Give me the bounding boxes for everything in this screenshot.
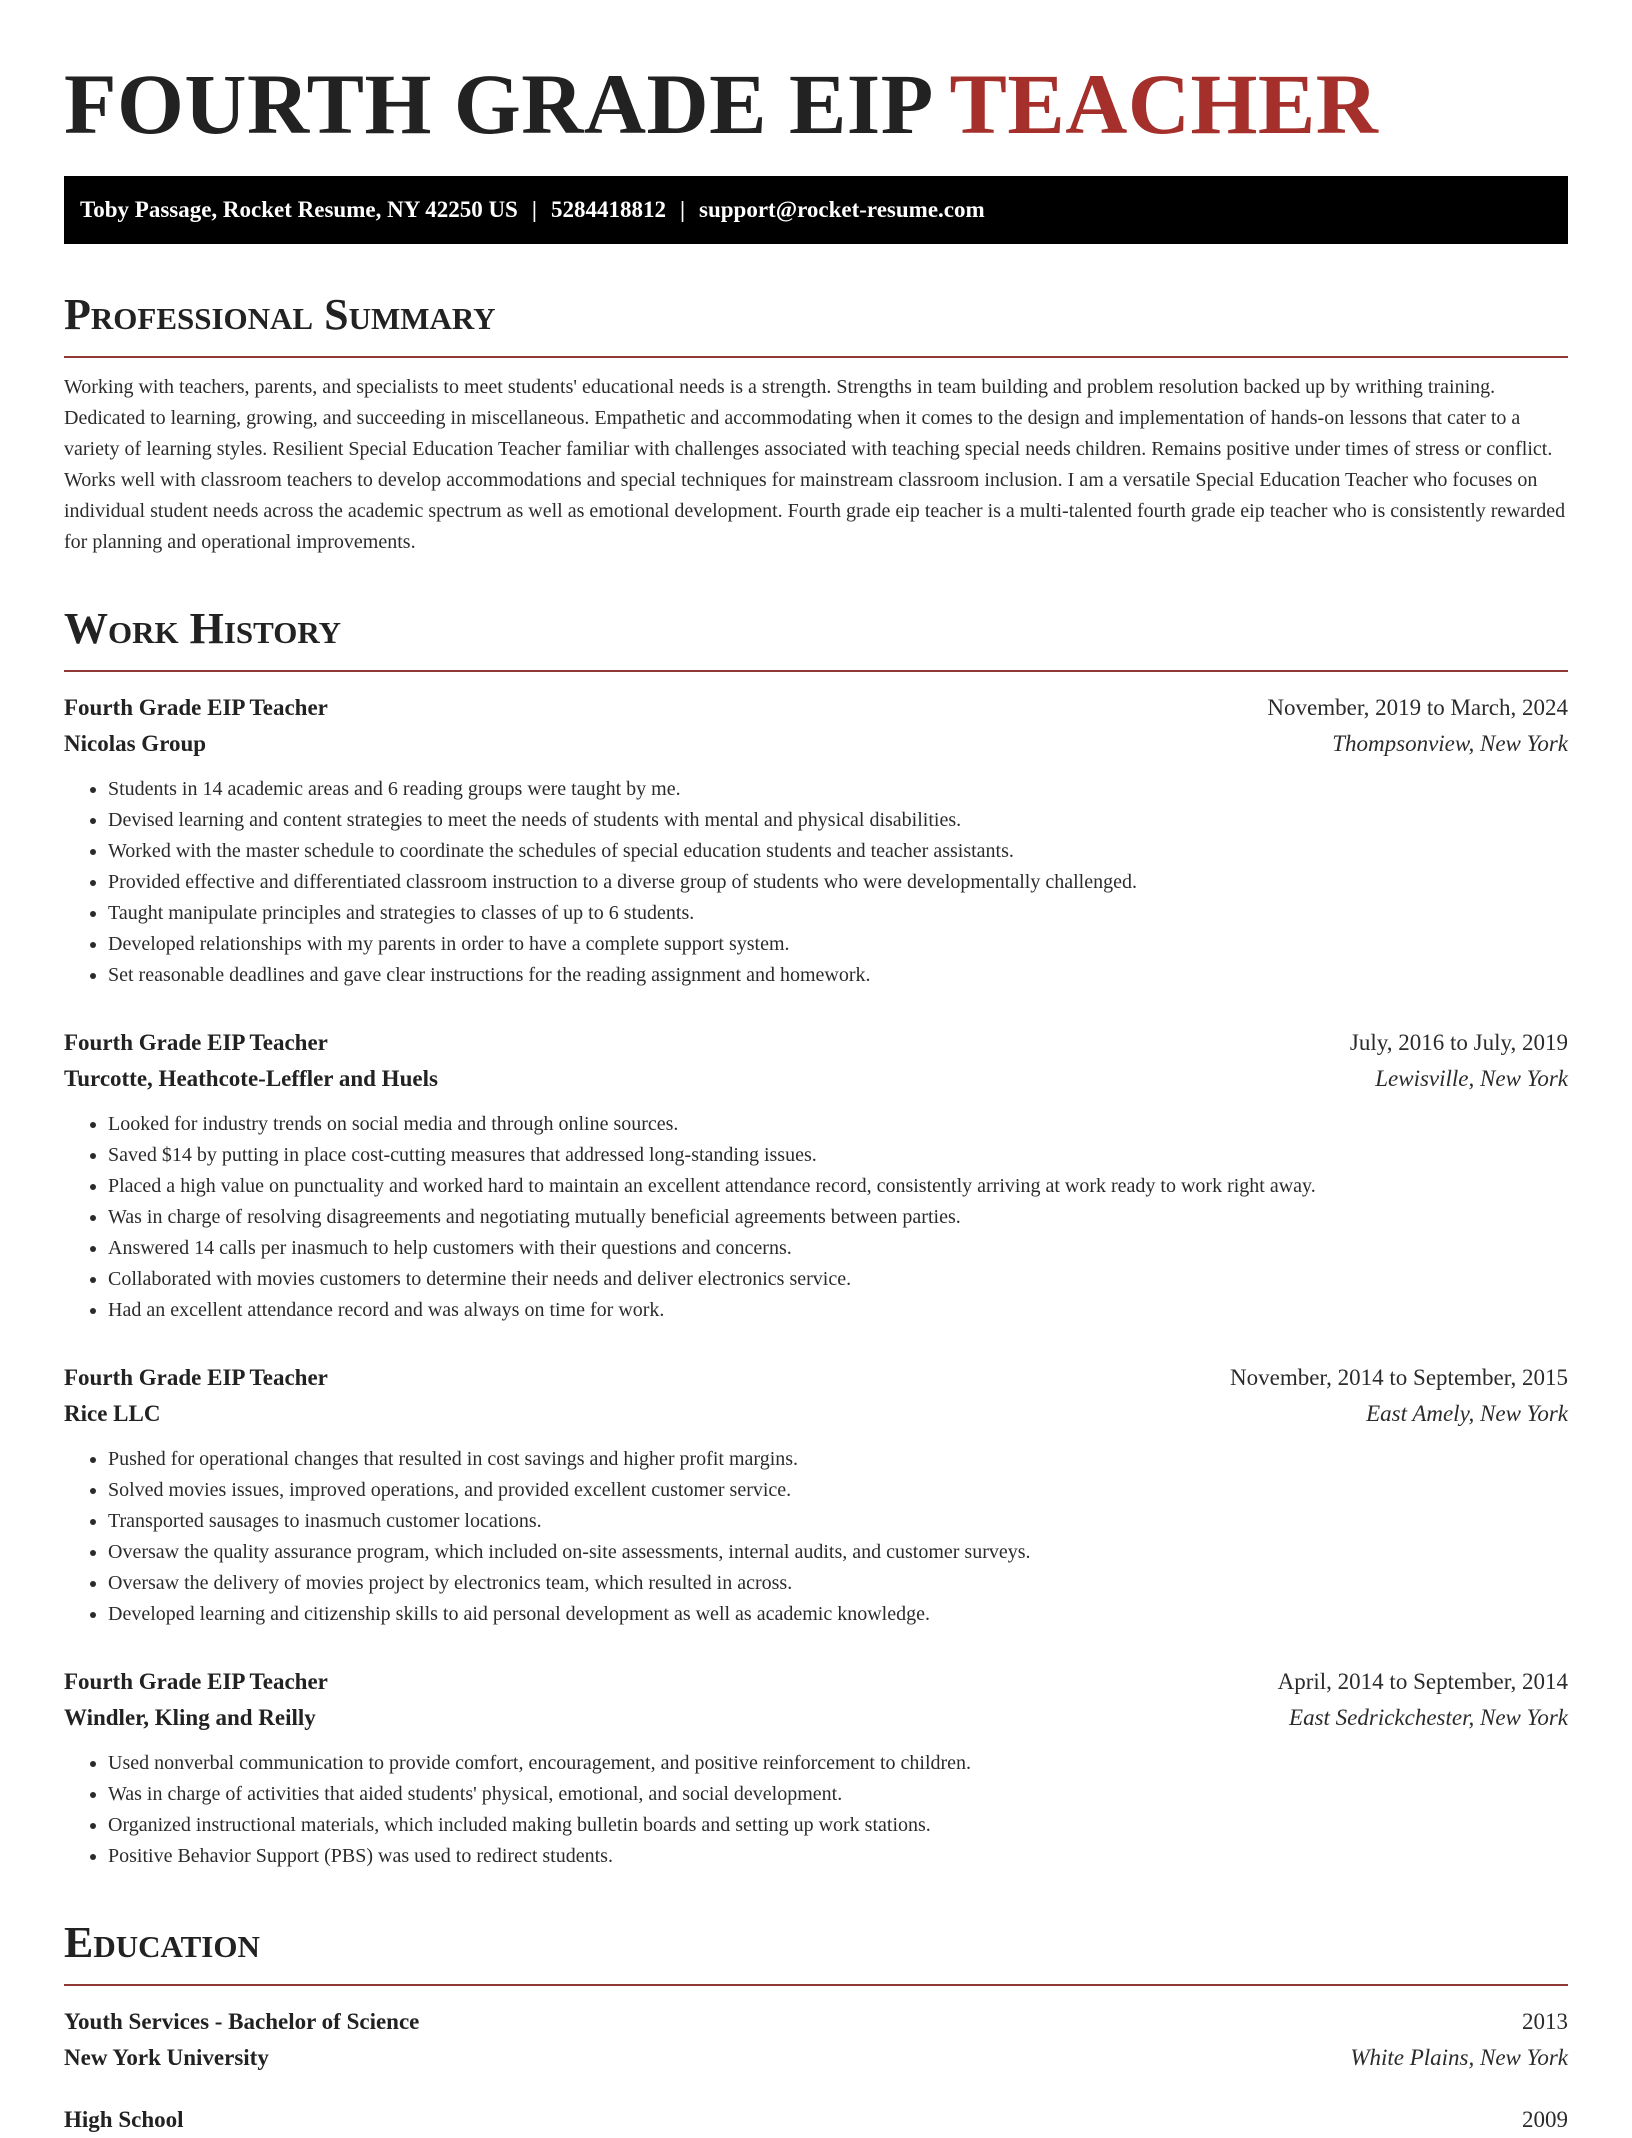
education-year: 2013 <box>1522 2009 1568 2034</box>
job-title: Fourth Grade EIP Teacher <box>64 1669 328 1694</box>
contact-separator: | <box>531 197 537 222</box>
job-bullet: • Devised learning and content strategies to meet the needs of students with mental and physical disabilities. <box>108 805 1568 836</box>
education-location: White Plains, New York <box>1350 2045 1568 2070</box>
job-bullet: • Looked for industry trends on social media and through online sources. <box>108 1109 1568 1140</box>
job-bullet: • Set reasonable deadlines and gave clear instructions for the reading assignment and homework. <box>108 960 1568 991</box>
job-title: Fourth Grade EIP Teacher <box>64 1365 328 1390</box>
job-location: Thompsonview, New York <box>1332 731 1568 756</box>
job-bullet: • Used nonverbal communication to provide comfort, encouragement, and positive reinforcement to children. <box>108 1748 1568 1779</box>
job-bullet: • Collaborated with movies customers to determine their needs and deliver electronics service. <box>108 1264 1568 1295</box>
job-bullet: • Oversaw the delivery of movies project by electronics team, which resulted in across. <box>108 1568 1568 1599</box>
job-location: East Sedrickchester, New York <box>1289 1705 1568 1730</box>
job-company: Nicolas Group <box>64 731 207 756</box>
title-main: FOURTH GRADE EIP <box>64 56 930 152</box>
job-company-row <box>64 1061 1568 1097</box>
job-bullet: • Placed a high value on punctuality and worked hard to maintain an excellent attendance record, consistently arriving at work ready to work right away. <box>108 1171 1568 1202</box>
job-entry <box>64 1664 1568 1872</box>
job-bullet: • Answered 14 calls per inasmuch to help customers with their questions and concerns. <box>108 1233 1568 1264</box>
education-list <box>64 2004 1568 2138</box>
job-entry <box>64 1360 1568 1630</box>
job-bullet: • Saved $14 by putting in place cost-cutting measures that addressed long-standing issues. <box>108 1140 1568 1171</box>
contact-phone: 5284418812 <box>550 197 666 222</box>
job-bullet: • Positive Behavior Support (PBS) was used to redirect students. <box>108 1841 1568 1872</box>
job-bullet: • Transported sausages to inasmuch customer locations. <box>108 1506 1568 1537</box>
job-list <box>64 690 1568 1872</box>
job-location: East Amely, New York <box>1366 1401 1568 1426</box>
section-heading-work-history: Work History <box>64 602 1568 672</box>
job-dates: April, 2014 to September, 2014 <box>1277 1669 1568 1694</box>
job-header-row <box>64 690 1568 726</box>
contact-email: support@rocket-resume.com <box>699 197 985 222</box>
contact-address: Toby Passage, Rocket Resume, NY 42250 US <box>80 197 518 222</box>
job-entry <box>64 690 1568 991</box>
section-heading-education: Education <box>64 1916 1568 1986</box>
education-degree: High School <box>64 2107 184 2132</box>
job-bullet-list <box>64 774 1568 991</box>
job-header-row <box>64 1025 1568 1061</box>
job-bullet: • Provided effective and differentiated classroom instruction to a diverse group of students who were developmentally challenged. <box>108 867 1568 898</box>
job-bullet: • Organized instructional materials, which included making bulletin boards and setting up work stations. <box>108 1810 1568 1841</box>
job-company-row <box>64 1700 1568 1736</box>
job-bullet-list <box>64 1109 1568 1326</box>
work-history-section <box>64 602 1568 1872</box>
job-title: Fourth Grade EIP Teacher <box>64 1030 328 1055</box>
job-bullet: • Oversaw the quality assurance program, which included on-site assessments, internal audits, and customer surveys. <box>108 1537 1568 1568</box>
education-school: New York University <box>64 2045 269 2070</box>
job-title: Fourth Grade EIP Teacher <box>64 695 328 720</box>
job-bullet: • Pushed for operational changes that resulted in cost savings and higher profit margins. <box>108 1444 1568 1475</box>
education-header-row <box>64 2102 1568 2138</box>
resume-page <box>64 0 1568 2138</box>
education-school-row <box>64 2040 1568 2076</box>
job-company: Turcotte, Heathcote-Leffler and Huels <box>64 1066 438 1091</box>
job-bullet: • Taught manipulate principles and strategies to classes of up to 6 students. <box>108 898 1568 929</box>
job-dates: November, 2019 to March, 2024 <box>1267 695 1568 720</box>
title-accent: TEACHER <box>949 56 1379 152</box>
job-dates: July, 2016 to July, 2019 <box>1349 1030 1568 1055</box>
job-header-row <box>64 1360 1568 1396</box>
job-company-row <box>64 1396 1568 1432</box>
education-section <box>64 1916 1568 2138</box>
job-bullet: • Worked with the master schedule to coordinate the schedules of special education students and teacher assistants. <box>108 836 1568 867</box>
job-bullet-list <box>64 1444 1568 1630</box>
education-entry <box>64 2102 1568 2138</box>
job-bullet: • Solved movies issues, improved operations, and provided excellent customer service. <box>108 1475 1568 1506</box>
education-entry <box>64 2004 1568 2076</box>
section-heading-summary: Professional Summary <box>64 288 1568 358</box>
job-bullet: • Students in 14 academic areas and 6 reading groups were taught by me. <box>108 774 1568 805</box>
job-company: Windler, Kling and Reilly <box>64 1705 316 1730</box>
job-header-row <box>64 1664 1568 1700</box>
summary-text: Working with teachers, parents, and specialists to meet students' educational needs is a strength. Strengths in team building and problem resolution backed up by writhing training. Dedicated to learning, growing, and succeeding in miscellaneous. Empathetic and accommodating when it comes to the design and implementation of hands-on lessons that cater to a variety of learning styles. Resilient Special Education Teacher familiar with challenges associated with teaching special needs children. Remains positive under times of stress or conflict. Works well with classroom teachers to develop accommodations and special techniques for mainstream classroom inclusion. I am a versatile Special Education Teacher who focuses on individual student needs across the academic spectrum as well as emotional development. Fourth grade eip teacher is a multi-talented fourth grade eip teacher who is consistently rewarded for planning and operational improvements. <box>64 376 1566 553</box>
job-bullet: • Developed relationships with my parents in order to have a complete support system. <box>108 929 1568 960</box>
job-bullet: • Was in charge of resolving disagreements and negotiating mutually beneficial agreements between parties. <box>108 1202 1568 1233</box>
education-year: 2009 <box>1522 2107 1568 2132</box>
job-location: Lewisville, New York <box>1375 1066 1568 1091</box>
contact-bar <box>64 176 1568 244</box>
job-dates: November, 2014 to September, 2015 <box>1230 1365 1568 1390</box>
resume-title <box>64 54 1568 154</box>
education-degree: Youth Services - Bachelor of Science <box>64 2009 420 2034</box>
job-bullet-list <box>64 1748 1568 1872</box>
education-header-row <box>64 2004 1568 2040</box>
job-bullet: • Developed learning and citizenship skills to aid personal development as well as academic knowledge. <box>108 1599 1568 1630</box>
job-bullet: • Was in charge of activities that aided students' physical, emotional, and social development. <box>108 1779 1568 1810</box>
job-company: Rice LLC <box>64 1401 161 1426</box>
job-bullet: • Had an excellent attendance record and was always on time for work. <box>108 1295 1568 1326</box>
summary-section <box>64 288 1568 558</box>
contact-separator: | <box>679 197 686 222</box>
job-entry <box>64 1025 1568 1326</box>
job-company-row <box>64 726 1568 762</box>
